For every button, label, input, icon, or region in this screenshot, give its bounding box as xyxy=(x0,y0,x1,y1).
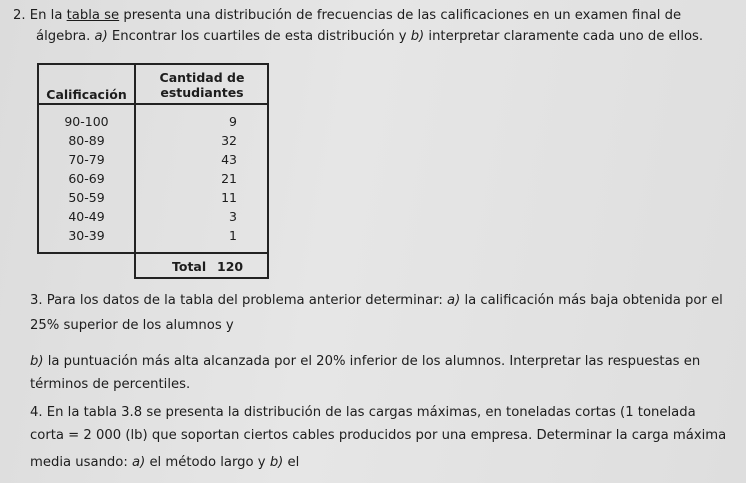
problem-3-line-1 xyxy=(30,292,723,309)
header-cantidad-line-2: estudiantes xyxy=(160,85,244,100)
problem-2-text: álgebra. xyxy=(36,29,95,44)
problem-3-line-3 xyxy=(30,353,700,370)
problem-3-text: la calificación más baja obtenida por el xyxy=(460,293,723,308)
problem-3-line-4: términos de percentiles. xyxy=(30,377,191,392)
problem-3-text: la puntuación más alta alcanzada por el 20% inferior de los alumnos. Interpretar las respuestas en xyxy=(43,354,701,369)
problem-2-text-pre: En la xyxy=(29,8,67,23)
table-cell-cantidad: 21 xyxy=(221,171,237,186)
problem-4-text: el xyxy=(283,455,300,470)
problem-2-text: interpretar claramente cada uno de ellos. xyxy=(424,29,704,44)
item-marker-b: b) xyxy=(30,354,44,369)
problem-3-line-2: 25% superior de los alumnos y xyxy=(30,318,234,333)
item-marker-b: b) xyxy=(269,455,284,470)
problem-number: 2. xyxy=(13,8,26,23)
table-cell-cantidad: 9 xyxy=(229,114,237,129)
table-cell-calificacion: 60-69 xyxy=(68,171,105,186)
total-value: 120 xyxy=(217,259,244,274)
table-cell-calificacion: 90-100 xyxy=(64,114,109,129)
item-marker-a: a) xyxy=(132,455,146,470)
frequency-table xyxy=(37,63,269,281)
table-cell-cantidad: 11 xyxy=(221,190,237,205)
table-cell-cantidad: 1 xyxy=(229,228,237,243)
table-cell-calificacion: 80-89 xyxy=(68,133,105,148)
table-cell-cantidad: 43 xyxy=(221,152,237,167)
table-cell-cantidad: 32 xyxy=(221,133,237,148)
table-cell-calificacion: 30-39 xyxy=(68,228,105,243)
problem-4-line-3 xyxy=(30,454,299,471)
header-cantidad-line-1: Cantidad de xyxy=(159,70,245,85)
table-cell-calificacion: 70-79 xyxy=(68,152,105,167)
item-marker-a: a) xyxy=(94,29,108,44)
problem-2-line-1 xyxy=(13,7,681,24)
item-marker-b: b) xyxy=(410,29,425,44)
column-divider xyxy=(134,63,136,252)
table-cell-calificacion: 40-49 xyxy=(68,209,105,224)
problem-4-line-1: 4. En la tabla 3.8 se presenta la distribución de las cargas máximas, en toneladas cortas (1 tonelada xyxy=(30,405,696,420)
problem-4-text: media usando: xyxy=(30,455,133,470)
problem-2-text-post: presenta una distribución de frecuencias de las calificaciones en un examen final de xyxy=(119,8,682,23)
problem-4-line-2: corta = 2 000 (lb) que soportan ciertos cables producidos por una empresa. Determinar la carga máxima xyxy=(30,428,727,443)
table-cell-cantidad: 3 xyxy=(229,209,237,224)
header-divider xyxy=(37,103,269,105)
header-cantidad xyxy=(137,70,267,100)
problem-2-line-2 xyxy=(36,28,703,45)
header-calificacion: Calificación xyxy=(46,87,127,102)
problem-2-text: Encontrar los cuartiles de esta distribución y xyxy=(107,29,411,44)
problem-3-text: 3. Para los datos de la tabla del problema anterior determinar: xyxy=(30,293,448,308)
problem-4-text: el método largo y xyxy=(145,455,270,470)
item-marker-a: a) xyxy=(447,293,461,308)
table-reference-link: tabla se xyxy=(66,8,120,23)
table-cell-calificacion: 50-59 xyxy=(68,190,105,205)
total-label: Total xyxy=(172,259,207,274)
